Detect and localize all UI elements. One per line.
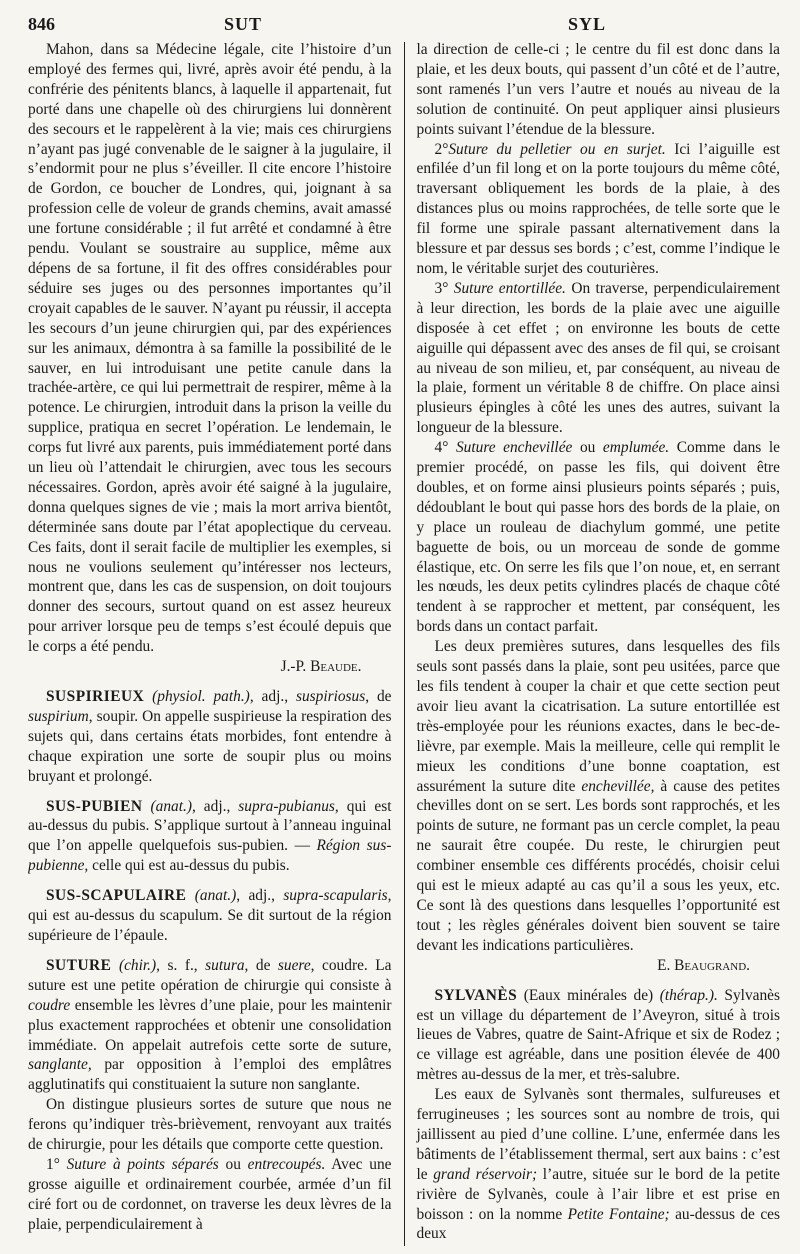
entry-text: , coudre. La suture est une petite opération de chirurgie qui consiste à [28,956,392,994]
item-number: 1° [46,1155,60,1173]
paragraph-italic: enchevillée, [581,777,655,795]
entry-italic: coudre [28,996,71,1014]
item-text: ou [572,439,603,457]
left-column [28,40,404,1246]
paragraph-deux-premieres [417,637,781,956]
paragraph-eaux [417,1085,781,1244]
paragraph-surjet [417,140,781,279]
item-title: Suture enchevillée [455,439,573,457]
header-right-word: SYL [568,14,607,34]
item-title: Suture entortillée. [453,279,566,297]
entry-text: , soupir. On appelle suspirieuse la respiration des sujets qui, dans certains états morbides, font entendre à chaque expiration une sorte de soupir plus ou moins bruyant et prolongé. [28,707,392,785]
entry-text: par opposition à l’emploi des emplâtres agglutinatifs qui constituaient la suture non sanglante. [28,1056,392,1094]
entry-text: , adj., [249,688,296,705]
item-text: Avec une grosse aiguille et ordinairement courbée, armée d’un fil ciré fort ou de cordonnet, on traverse les deux lèvres de la plaie, perpendiculairement à [28,1155,392,1233]
paragraph-distingue: On distingue plusieurs sortes de suture que nous ne ferons qu’indiquer très-brièvement, renvoyant aux traités de chirurgie, pour les détails que comporte cette question. [28,1096,392,1154]
right-column [405,40,781,1246]
entry-grammar: (physiol. path.) [152,688,250,705]
entry-latin: suere [277,956,311,974]
paragraph-text: Les deux premières sutures, dans lesquelles des fils seuls sont passés dans la plaie, sont peu usitées, parce que les fils tendent à couper la chair et que cette section peut avoir lieu avant la cicatrisation. La suture entortillée est très-employée pour les réunions exactes, dans le bec-de-lièvre, par exemple. Mais la meilleure, celle qui remplit le mieux les conditions d’une bonne coaptation, est assurément la suture dite [416,638,780,795]
text-columns [28,40,780,1246]
entry-term: SUS-SCAPULAIRE [46,887,187,905]
item-title: entrecoupés. [247,1155,326,1173]
item-number: 2° [434,140,449,158]
signature-beaugrand: E. Beaugrand. [657,956,750,974]
paragraph-text: Les eaux de Sylvanès sont thermales, sulfureuses et ferrugineuses ; les sources sont au nombre de trois, qui jaillissent au pied d’une colline. L’une, enfermée dans les bâtiments de l’établissement thermal, sert aux bains : c’est le [416,1086,780,1183]
entry-latin: suspiriosus [295,688,366,705]
signature-beaude: J.-P. Beaude. [280,658,362,676]
item-text: Comme dans le premier procédé, on passe les fils, qui doivent être doubles, et on forme ainsi plusieurs points séparés ; puis, dédoublant le bout qui passe hors des bords de la plaie, on y place un rouleau de diachylum gommé, une petite baguette de bois, ou un morceau de sonde de gomme élastique, etc. On serre les fils que l’on noue, et, en serrant les nœuds, les deux petits cylindres placés de chaque côté tendent à se rapprocher et mettent, par conséquent, les bords dans un contact parfait. [416,439,780,636]
entry-term: SUTURE [46,956,112,974]
entry-text: , adj., [191,797,239,815]
entry-text: , qui est au-dessus du scapulum. Se dit surtout de la région supérieure de l’épaule. [28,887,392,944]
entry-latin: suspirium [28,707,89,725]
entry-suspirieux [28,687,392,787]
paragraph-continuation: la direction de celle-ci ; le centre du fil est donc dans la plaie, et les deux bouts, qui passent d’un côté et de l’autre, sont ramenés l’un vers l’autre et noués au niveau de la solution de continuité. On peut appliquer ainsi plusieurs points suivant l’étendue de la blessure. [416,41,780,138]
item-title: Suture à points séparés [66,1155,219,1173]
paragraph-italic: grand réservoir; [433,1165,538,1183]
entry-grammar: (anat.) [150,797,192,815]
item-text: On traverse, perpendiculairement à leur direction, les bords de la plaie avec une aiguille disposée à cet effet ; on environne les bouts de cette aiguille qui dépassent avec des anses de fil qui, se croisant au niveau de son milieu, et, par conséquent, au niveau de la plaie, forment un véritable 8 de chiffre. On place ainsi plusieurs épingles à côté les unes des autres, suivant la longueur de la blessure. [416,279,780,437]
paragraph-text: au-dessus de ces deux [416,1205,780,1243]
entry-text: , de [244,956,278,974]
entry-latin: supra-pubianus [238,797,335,815]
entry-grammar: (anat.) [194,887,237,905]
running-header [28,10,780,38]
item-number: 3° [434,279,449,297]
paragraph-entortillee [417,279,781,438]
entry-sus-pubien [28,797,392,877]
entry-text: , de [365,688,392,705]
entry-text: celle qui est au-dessus du pubis. [88,857,290,875]
item-title: Suture du pelletier ou en surjet. [448,140,666,158]
entry-grammar: (thérap.). [659,986,718,1004]
paragraph-mahon: Mahon, dans sa Médecine légale, cite l’histoire d’un employé des fermes qui, livré, après avoir été pendu, à la confrérie des pénitents blancs, à laquelle il appartenait, fut porté dans une chapelle où des chirurgiens lui donnèrent des secours et le rappelèrent à la vie; mais ces chirurgiens n’ayant pas jugé convenable de le saigner à la jugulaire, il s’endormit pour ne plus s’éveiller. Il cite encore l’histoire de Gordon, ce boucher de Londres, qui, joignant à sa profession celle de voleur de grands chemins, avait amassé une fortune considérable ; il fut arrêté et condamné à être pendu. Voulant se soustraire au supplice, même aux dépens de sa fortune, il fit des offres considérables pour séduire ses juges ou des personnes importantes qu’il croyait capables de le sauver. N’ayant pu réussir, il accepta les secours d’un jeune chirurgien qui, par des expériences sur les animaux, démontra à sa famille la possibilité de le sauver, en lui introduisant une petite canule dans la trachée-artère, ce qui lui permettrait de respirer, même à la potence. Le chirurgien, introduit dans la prison la veille du supplice, pratiqua en secret l’opération. Le lendemain, le corps fut livré aux parents, puis immédiatement porté dans un lieu où l’attendait le chirurgien, avec tous les secours nécessaires. Gordon, après avoir été saigné à la jugulaire, donna quelques signes de vie ; mais la mort arriva bientôt, déterminée sans doute par l’état apoplectique du cerveau. Ces faits, dont il serait facile de multiplier les exemples, si nous ne voulions seulement qu’intéresser nos lecteurs, montrent que, dans les cas de suspension, on doit toujours donner des secours, surtout quand on est assez heureux pour arriver lorsque peu de temps s’est écoulé depuis que le corps a été pendu. [28,41,392,656]
paragraph-italic: Petite Fontaine; [567,1205,670,1223]
entry-text: ensemble les lèvres d’une plaie, pour les maintenir plus exactement rapprochées et obtenir une consolidation immédiate. On appelait autrefois cette sorte de suture, [28,996,392,1054]
entry-term: SUS-PUBIEN [46,797,143,815]
paragraph-enchevillee [417,438,781,637]
entry-text: , s. f., [156,956,206,974]
entry-text: Sylvanès est un village du département de l’Aveyron, situé à trois lieues de Vabres, quatre de Saint-Afrique et six de Rodez ; ce village est agréable, dans une position élevée de 400 mètres au-dessus de la mer, et très-salubre. [416,986,780,1084]
item-text: Ici l’aiguille est enfilée d’un fil long et on la porte toujours du même côté, traversant obliquement les bords de la plaie, à des distances plus ou moins rapprochées, de telle sorte que le fil forme une spirale passant alternativement dans la blessure et par dessus ses bords ; c’est, comme l’indique le nom, le véritable surjet des couturières. [416,140,780,277]
entry-sylvanes [417,986,781,1086]
header-left-word: SUT [224,14,263,34]
entry-latin: supra-scapularis [283,887,388,905]
paragraph-text: à cause des petites chevilles dont on se sert. Les bords sont rapprochés, et les points de suture, ne formant pas un cercle complet, la peau ne saurait être coupée. Du reste, le chirurgien peut combiner ensemble ces différents procédés, choisir celui qui est le mieux adapté au cas qu’il a sous les yeux, etc. Ce sont là des questions dans lesquelles l’opportunité est tout ; les règles générales doivent bien souvent se taire devant les indications particulières. [416,777,780,954]
entry-italic: Région sus-pubienne, [28,837,392,875]
entry-grammar: (chir.) [118,956,157,974]
entry-term: SYLVANÈS [434,986,518,1004]
item-number: 4° [434,439,449,457]
entry-suture [28,956,392,1095]
entry-text: , qui est au-dessus du pubis. S’applique surtout à l’anneau inguinal que l’on appelle quelquefois sus-pubien. — [28,797,392,855]
page-number: 846 [28,14,55,34]
entry-term: SUSPIRIEUX [46,688,145,705]
entry-text: , adj., [236,887,284,905]
paragraph-text: l’autre, située sur le bord de la petite rivière de Sylvanès, coule à l’air libre et est prise en boisson : on la nomme [416,1165,780,1223]
entry-latin: sutura [205,956,245,974]
item-text: ou [218,1155,248,1173]
entry-italic: sanglante, [28,1056,92,1074]
entry-text: (Eaux minérales de) [517,986,660,1004]
paragraph-points-separes [28,1155,392,1235]
item-title: emplumée. [602,439,670,457]
entry-sus-scapulaire [28,886,392,946]
